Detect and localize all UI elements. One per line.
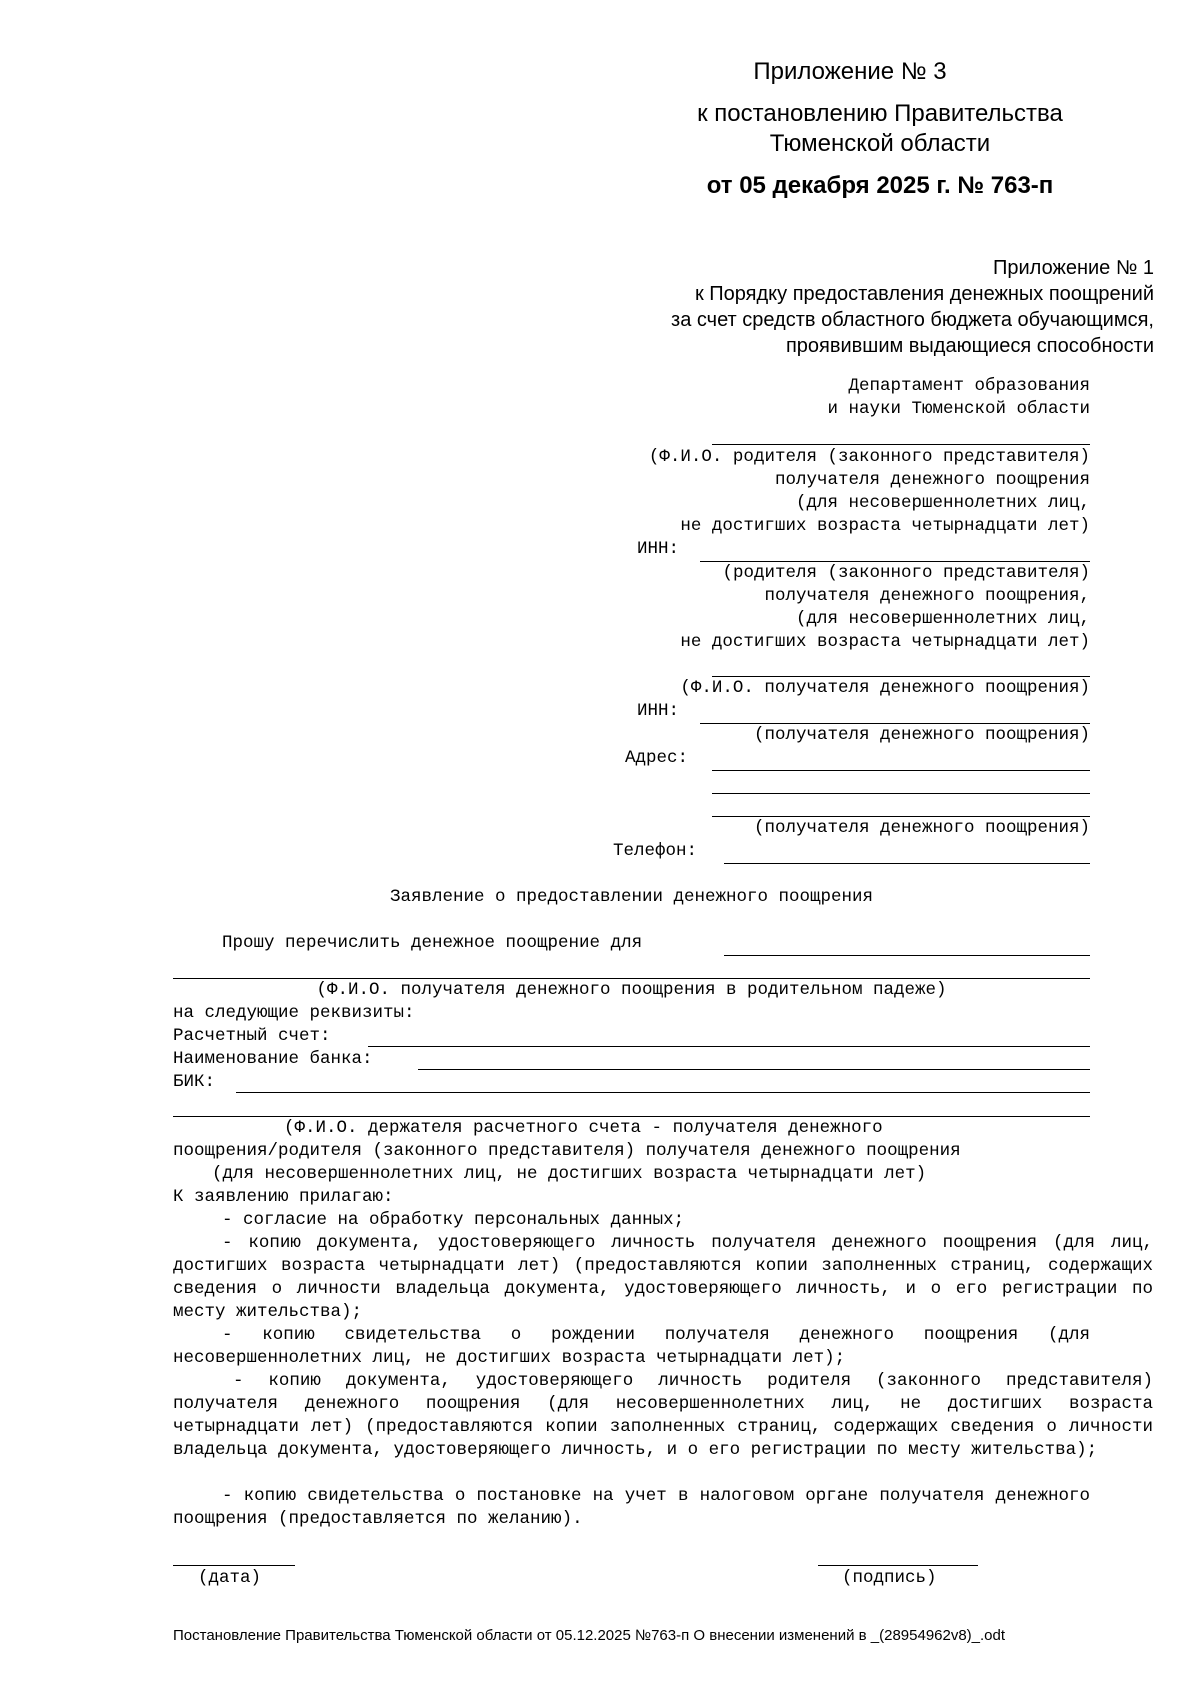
- bank-label: Наименование банка:: [173, 1049, 373, 1069]
- resolution-date-number: от 05 декабря 2025 г. № 763-п: [706, 172, 1054, 199]
- phone-field-line[interactable]: [724, 863, 1090, 864]
- bik-label: БИК:: [173, 1072, 216, 1092]
- address-field-line-1[interactable]: [712, 770, 1090, 771]
- attachment-item-tax-certificate: - копию свидетельства о постановке на учет в налоговом органе получателя денежного поощрения (предоставляется по желанию).: [173, 1486, 1090, 1529]
- date-field-line[interactable]: [173, 1565, 295, 1566]
- parent-inn-caption-4: не достигших возраста четырнадцати лет): [680, 632, 1090, 652]
- requisites-heading: на следующие реквизиты:: [173, 1003, 415, 1023]
- parent-inn-caption-3: (для несовершеннолетних лиц,: [795, 609, 1090, 629]
- parent-fio-field-line[interactable]: [712, 444, 1090, 445]
- parent-fio-caption-2: получателя денежного поощрения: [774, 470, 1090, 490]
- attachment-item-consent: - согласие на обработку персональных данных;: [222, 1210, 685, 1230]
- attachment-item-parent-id: - копию документа, удостоверяющего личность родителя (законного представителя) получателя денежного поощрения (для несовершеннолетних лиц, не достигших возраста четырнадцати лет) (предоставляются копии заполненных страниц, содержащих сведения о личности владельца документа, удостоверяющего личность, и о его регистрации по месту жительства);: [173, 1371, 1153, 1460]
- parent-inn-caption-1: (родителя (законного представителя): [722, 563, 1090, 583]
- attachments-intro: К заявлению прилагаю:: [173, 1187, 394, 1207]
- recipient-genitive-caption: (Ф.И.О. получателя денежного поощрения в родительном падеже): [316, 980, 947, 1000]
- parent-fio-caption-1: (Ф.И.О. родителя (законного представителя): [648, 447, 1090, 467]
- attachment-item-recipient-id: - копию документа, удостоверяющего личность получателя денежного поощрения (для лиц, достигших возраста четырнадцати лет) (предоставляются копии заполненных страниц, содержащих сведения о личности владельца документа, удостоверяющего личность, и о его регистрации по месту жительства);: [173, 1233, 1153, 1322]
- account-label: Расчетный счет:: [173, 1026, 331, 1046]
- department-line-2: и науки Тюменской области: [827, 399, 1090, 419]
- phone-label: Телефон:: [613, 841, 698, 861]
- appendix1-line-1: к Порядку предоставления денежных поощрений: [694, 283, 1154, 305]
- holder-caption-2: поощрения/родителя (законного представителя) получателя денежного поощрения: [173, 1141, 961, 1161]
- parent-inn-caption-2: получателя денежного поощрения,: [764, 586, 1090, 606]
- resolution-line-1: к постановлению Правительства: [697, 100, 1063, 127]
- account-field-line[interactable]: [368, 1046, 1090, 1047]
- resolution-line-2: Тюменской области: [769, 130, 991, 157]
- appendix1-line-2: за счет средств областного бюджета обучающимся,: [671, 309, 1154, 331]
- bank-field-line[interactable]: [418, 1069, 1090, 1070]
- appendix1-line-3: проявившим выдающиеся способности: [785, 335, 1154, 357]
- recipient-inn-label: ИНН:: [637, 701, 680, 721]
- request-text: Прошу перечислить денежное поощрение для: [222, 933, 643, 953]
- date-caption: (дата): [198, 1568, 262, 1588]
- recipient-inn-caption: (получателя денежного поощрения): [753, 725, 1090, 745]
- parent-inn-label: ИНН:: [637, 539, 680, 559]
- parent-fio-caption-4: не достигших возраста четырнадцати лет): [680, 516, 1090, 536]
- holder-caption-1: (Ф.И.О. держателя расчетного счета - получателя денежного: [284, 1118, 883, 1138]
- address-field-line-2[interactable]: [712, 793, 1090, 794]
- footer-document-reference: Постановление Правительства Тюменской области от 05.12.2025 №763-п О внесении изменений в _(28954962v8)_.odt: [173, 1627, 1006, 1644]
- signature-caption: (подпись): [842, 1568, 937, 1588]
- recipient-address-caption: (получателя денежного поощрения): [753, 818, 1090, 838]
- recipient-fio-caption: (Ф.И.О. получателя денежного поощрения): [680, 678, 1090, 698]
- appendix3-title: Приложение № 3: [753, 58, 947, 85]
- parent-fio-caption-3: (для несовершеннолетних лиц,: [795, 493, 1090, 513]
- signature-field-line[interactable]: [818, 1565, 978, 1566]
- address-label: Адрес:: [625, 748, 689, 768]
- appendix1-title: Приложение № 1: [993, 257, 1154, 279]
- holder-caption-3: (для несовершеннолетних лиц, не достигших возраста четырнадцати лет): [212, 1164, 927, 1184]
- attachment-item-birth-certificate: - копию свидетельства о рождении получателя денежного поощрения (для несовершеннолетних лиц, не достигших возраста четырнадцати лет);: [173, 1325, 1090, 1368]
- department-line-1: Департамент образования: [848, 376, 1090, 396]
- bik-field-line[interactable]: [236, 1092, 1090, 1093]
- application-title: Заявление о предоставлении денежного поощрения: [389, 887, 874, 907]
- request-recipient-field-line[interactable]: [724, 955, 1090, 956]
